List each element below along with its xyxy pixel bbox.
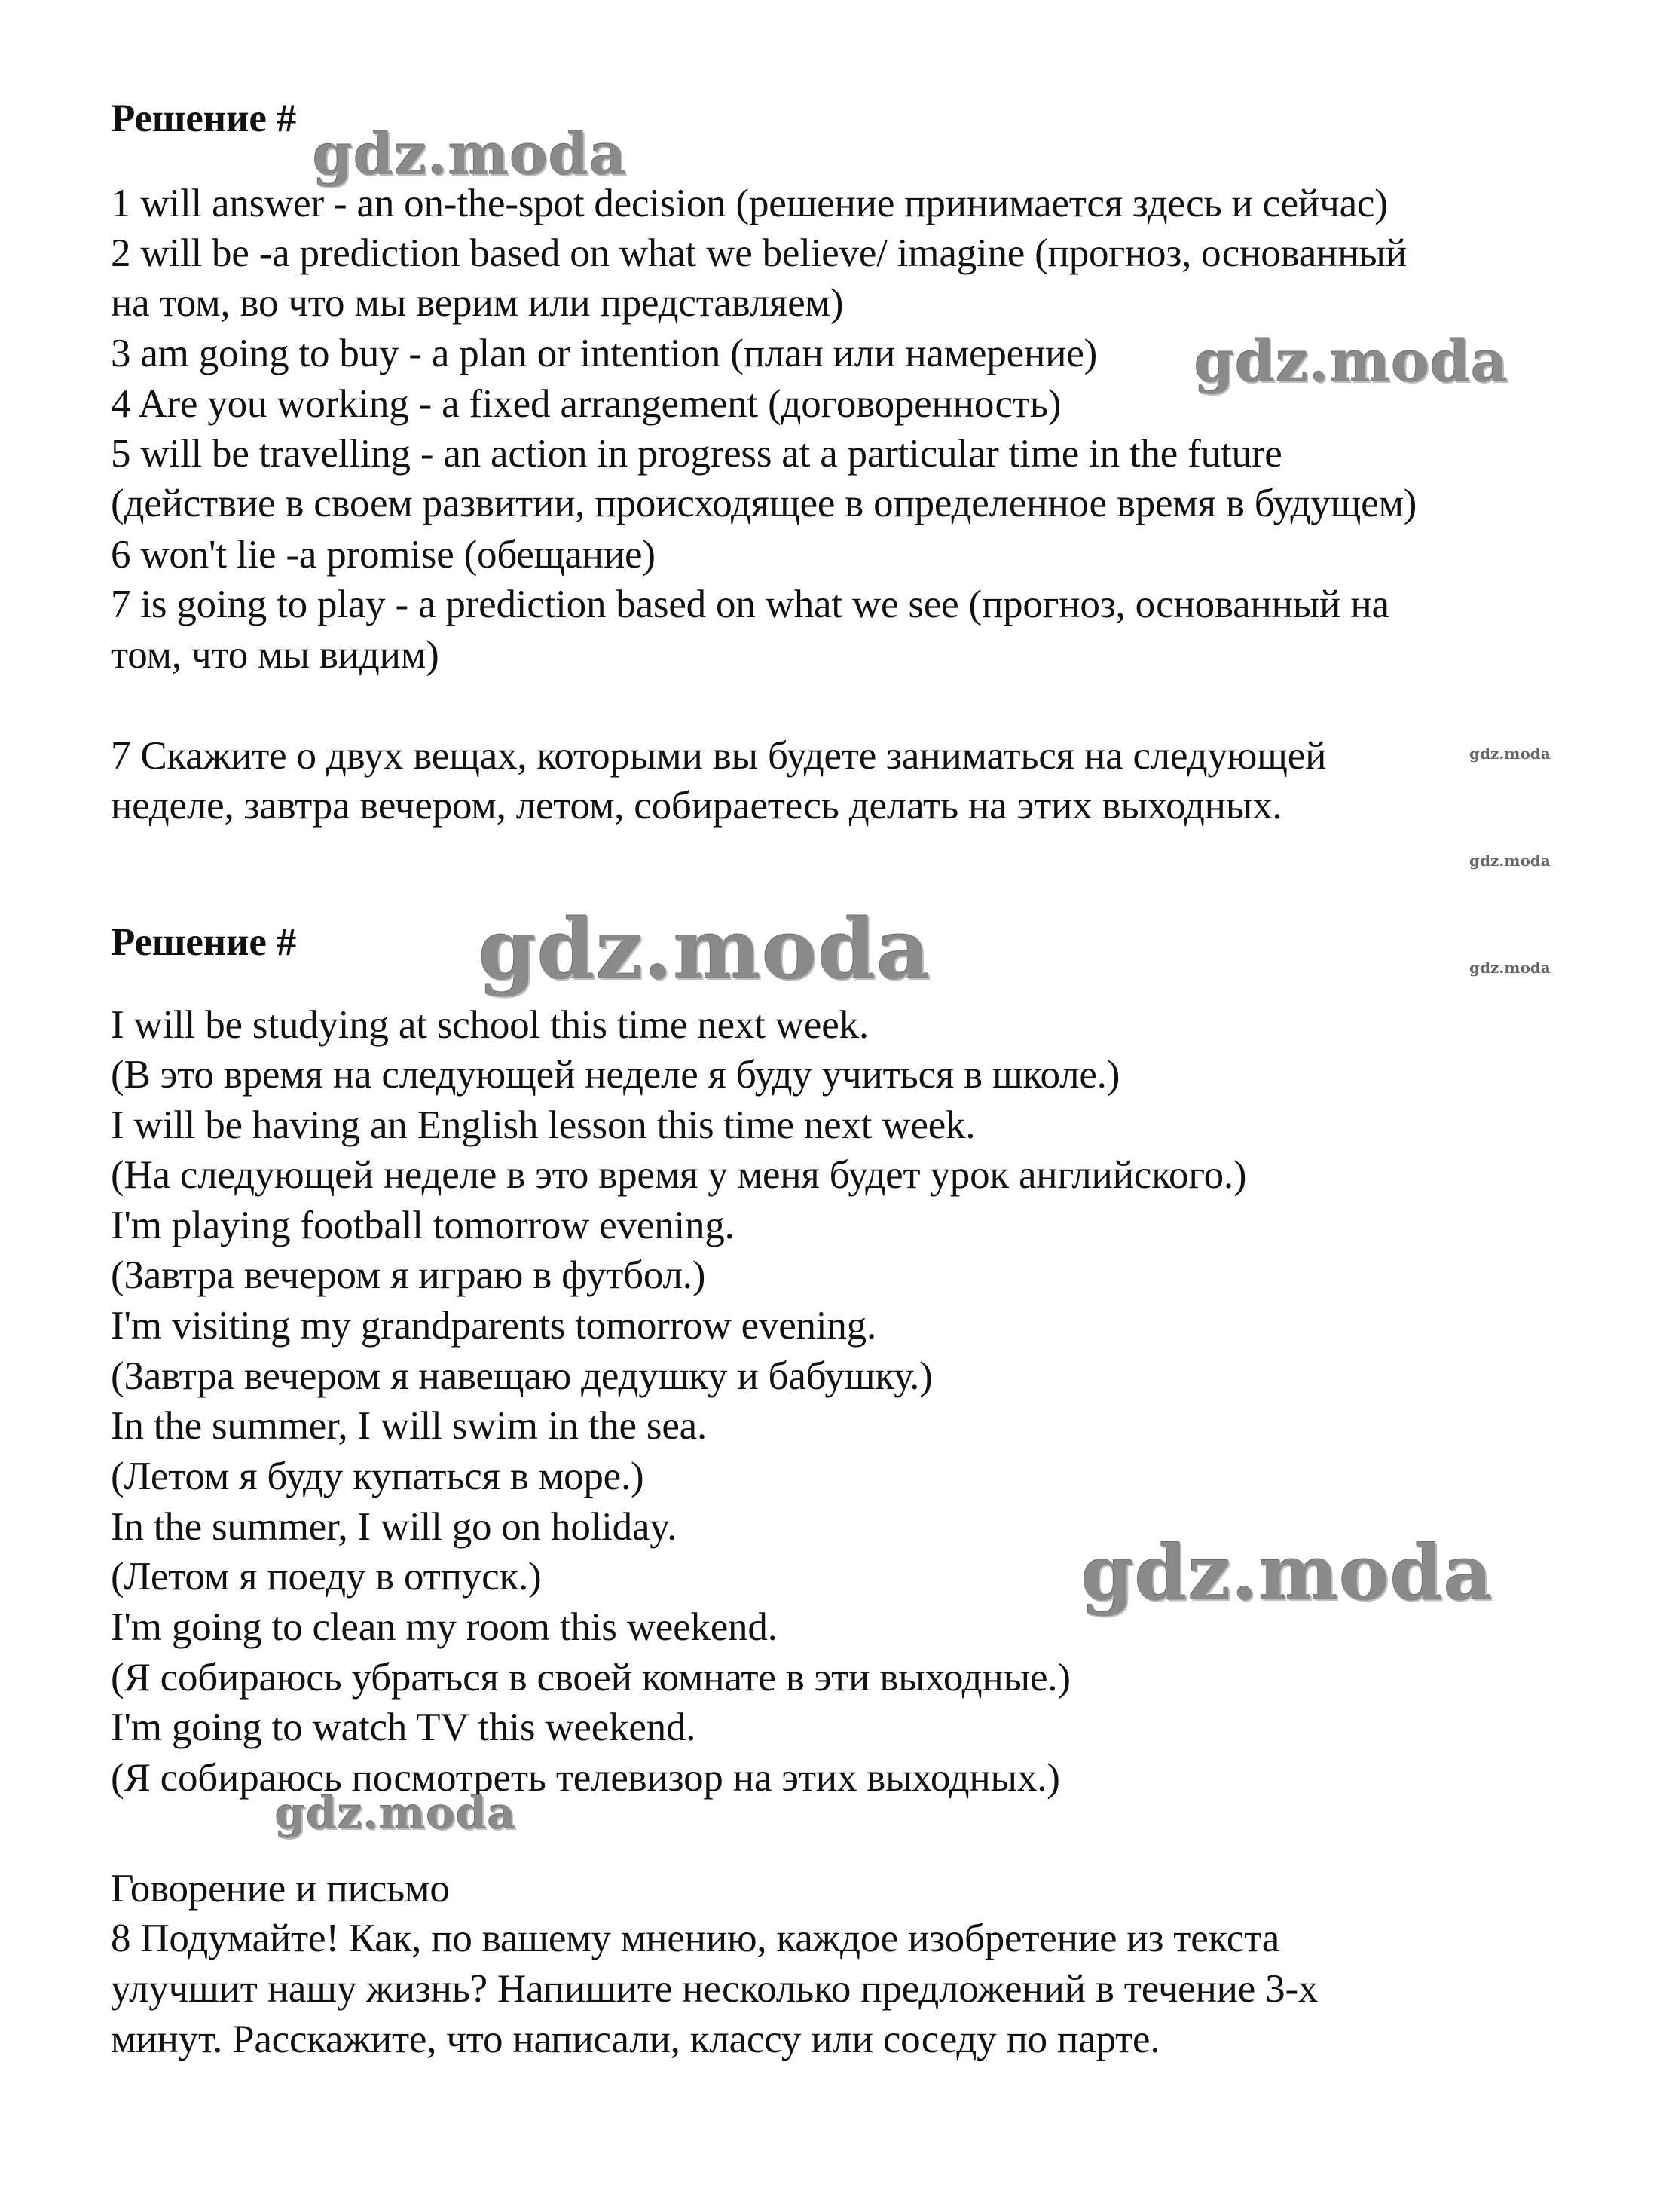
- task-line: минут. Расскажите, что написали, классу или соседу по парте.: [111, 2018, 1160, 2061]
- watermark: gdz.moda: [313, 121, 628, 188]
- answer-line: (Завтра вечером я навещаю дедушку и бабушку.): [111, 1354, 933, 1398]
- watermark: gdz.moda: [1469, 745, 1551, 763]
- answer-line: 4 Are you working - a fixed arrangement (договоренность): [111, 382, 1062, 426]
- answer-line: (В это время на следующей неделе я буду учиться в школе.): [111, 1053, 1120, 1097]
- answer-line: In the summer, I will go on holiday.: [111, 1505, 677, 1549]
- watermark: gdz.moda: [1194, 328, 1509, 395]
- watermark: gdz.moda: [478, 901, 931, 998]
- task-line: улучшит нашу жизнь? Напишите несколько предложений в течение 3-х: [111, 1967, 1319, 2011]
- answer-line: (Летом я буду купаться в море.): [111, 1455, 644, 1498]
- answer-line: I'm visiting my grandparents tomorrow evening.: [111, 1304, 876, 1348]
- answer-line: I'm going to clean my room this weekend.: [111, 1605, 778, 1649]
- answer-line: I will be studying at school this time next week.: [111, 1003, 869, 1047]
- watermark: gdz.moda: [1469, 852, 1551, 870]
- answer-line: 2 will be -a prediction based on what we believe/ imagine (прогноз, основанный: [111, 231, 1407, 275]
- answer-line: (Летом я поеду в отпуск.): [111, 1555, 542, 1599]
- answer-line: In the summer, I will swim in the sea.: [111, 1404, 708, 1448]
- watermark: gdz.moda: [1469, 959, 1551, 977]
- answer-line: на том, во что мы верим или представляем): [111, 281, 844, 325]
- answer-line: I'm playing football tomorrow evening.: [111, 1204, 735, 1247]
- answer-line: (Я собираюсь убраться в своей комнате в эти выходные.): [111, 1656, 1071, 1700]
- answer-line: (Я собираюсь посмотреть телевизор на этих выходных.): [111, 1756, 1060, 1800]
- answer-line: том, что мы видим): [111, 633, 439, 677]
- answer-line: 1 will answer - an on-the-spot decision (решение принимается здесь и сейчас): [111, 182, 1388, 225]
- answer-line: I'm going to watch TV this weekend.: [111, 1706, 696, 1749]
- solution-heading-1: Решение #: [111, 96, 297, 140]
- section-title: Говорение и письмо: [111, 1867, 450, 1911]
- task-line: 8 Подумайте! Как, по вашему мнению, каждое изобретение из текста: [111, 1917, 1280, 1960]
- answer-line: (Завтра вечером я играю в футбол.): [111, 1253, 706, 1297]
- solution-heading-2: Решение #: [111, 920, 297, 964]
- watermark: gdz.moda: [1081, 1528, 1493, 1617]
- watermark: gdz.moda: [275, 1788, 517, 1839]
- answer-line: (На следующей неделе в это время у меня будет урок английского.): [111, 1153, 1247, 1197]
- answer-line: (действие в своем развитии, происходящее в определенное время в будущем): [111, 482, 1417, 525]
- answer-line: I will be having an English lesson this time next week.: [111, 1103, 976, 1147]
- answer-line: 7 is going to play - a prediction based on what we see (прогноз, основанный на: [111, 583, 1389, 626]
- answer-line: 6 won't lie -a promise (обещание): [111, 533, 656, 577]
- answer-line: 3 am going to buy - a plan or intention (план или намерение): [111, 332, 1098, 375]
- task-line: неделе, завтра вечером, летом, собираетесь делать на этих выходных.: [111, 784, 1282, 828]
- task-line: 7 Скажите о двух вещах, которыми вы будете заниматься на следующей: [111, 734, 1327, 778]
- answer-line: 5 will be travelling - an action in progress at a particular time in the future: [111, 432, 1282, 476]
